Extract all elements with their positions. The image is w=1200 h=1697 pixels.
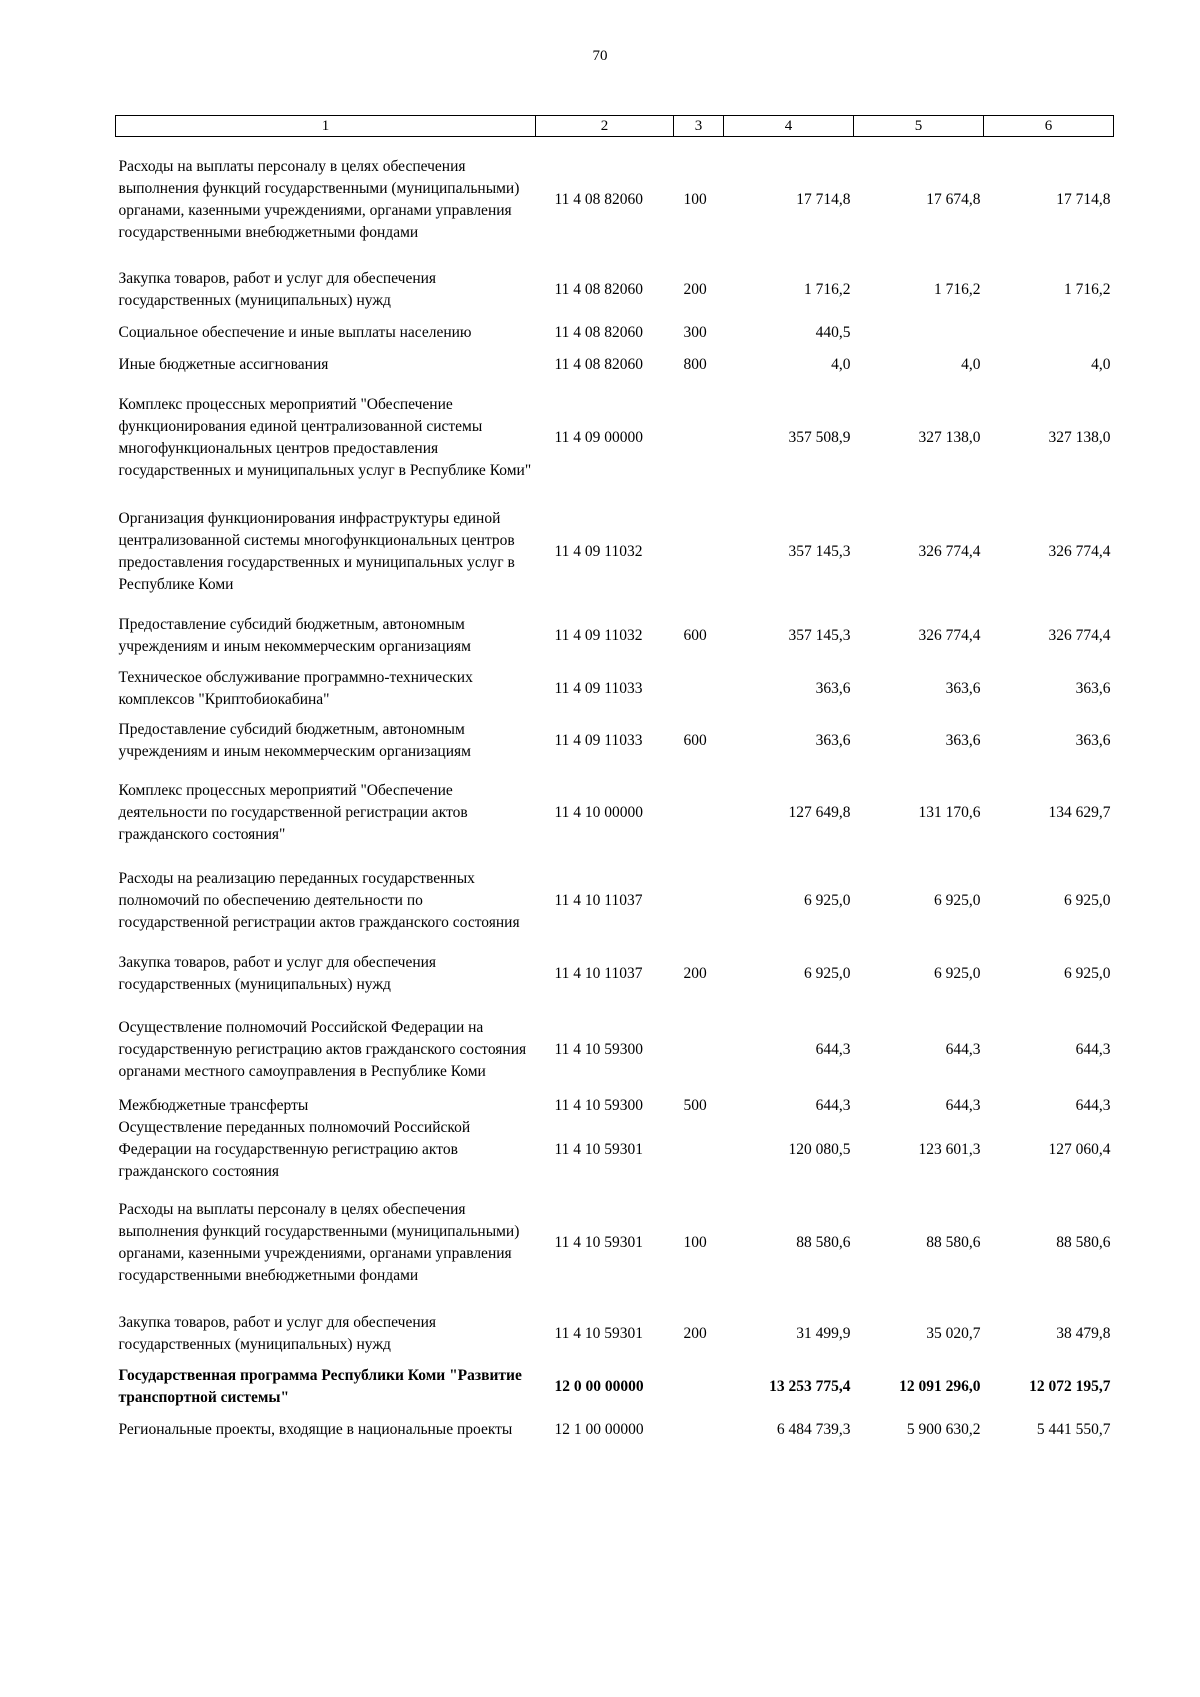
table-row bbox=[116, 349, 1114, 381]
cell-value-5: 35 020,7 bbox=[926, 1324, 981, 1342]
cell-value-4: 17 714,8 bbox=[796, 190, 851, 208]
cell-expense-type: 100 bbox=[683, 190, 707, 208]
cell-value-5: 6 925,0 bbox=[934, 891, 981, 909]
cell-value-4: 6 925,0 bbox=[804, 891, 851, 909]
cell-value-6: 38 479,8 bbox=[1056, 1324, 1111, 1342]
cell-code: 11 4 09 11033 bbox=[554, 731, 643, 749]
cell-name: Государственная программа Республики Коми "Развитие транспортной системы" bbox=[118, 1366, 522, 1406]
table-row bbox=[116, 767, 1114, 859]
cell-value-4: 4,0 bbox=[831, 355, 851, 373]
cell-value-5: 644,3 bbox=[945, 1040, 981, 1058]
cell-value-5: 17 674,8 bbox=[926, 190, 981, 208]
cell-name: Расходы на реализацию переданных государственных полномочий по обеспечению деятельности по государственной регистрации актов гражданского состояния bbox=[118, 869, 520, 931]
table-row bbox=[116, 137, 1114, 263]
cell-value-4: 363,6 bbox=[815, 679, 851, 697]
cell-name: Социальное обеспечение и иные выплаты населению bbox=[118, 323, 472, 341]
cell-expense-type: 200 bbox=[683, 1324, 707, 1342]
table-row bbox=[116, 943, 1114, 1005]
table-row bbox=[116, 1303, 1114, 1365]
cell-name: Предоставление субсидий бюджетным, автономным учреждениям и иным некоммерческим организациям bbox=[118, 615, 471, 655]
cell-expense-type bbox=[674, 767, 724, 859]
cell-name: Организация функционирования инфраструктуры единой централизованной системы многофункциональных центров предоставления государственных и муниципальных услуг в Республике Коми bbox=[118, 509, 515, 593]
cell-expense-type: 600 bbox=[683, 731, 707, 749]
cell-name: Предоставление субсидий бюджетным, автономным учреждениям и иным некоммерческим организациям bbox=[118, 720, 471, 760]
cell-value-4: 644,3 bbox=[815, 1040, 851, 1058]
cell-value-5: 123 601,3 bbox=[918, 1140, 981, 1158]
table-row bbox=[116, 859, 1114, 943]
cell-value-4: 6 925,0 bbox=[804, 964, 851, 982]
cell-name: Техническое обслуживание программно-технических комплексов "Криптобиокабина" bbox=[118, 668, 473, 708]
cell-value-6: 17 714,8 bbox=[1056, 190, 1111, 208]
cell-name: Закупка товаров, работ и услуг для обеспечения государственных (муниципальных) нужд bbox=[118, 953, 437, 993]
cell-value-6: 5 441 550,7 bbox=[1036, 1420, 1111, 1438]
header-col-4: 4 bbox=[724, 116, 854, 137]
cell-code: 11 4 10 59300 bbox=[554, 1040, 644, 1058]
cell-value-4: 357 145,3 bbox=[788, 626, 851, 644]
cell-name: Закупка товаров, работ и услуг для обеспечения государственных (муниципальных) нужд bbox=[118, 1313, 437, 1353]
cell-code: 11 4 10 59301 bbox=[554, 1233, 644, 1251]
table-row bbox=[116, 715, 1114, 767]
table-row bbox=[116, 1183, 1114, 1303]
cell-name: Осуществление полномочий Российской Федерации на государственную регистрацию актов гражданского состояния органами местного самоуправления в Республике Коми bbox=[118, 1018, 527, 1080]
cell-code: 11 4 09 00000 bbox=[554, 428, 644, 446]
budget-table bbox=[115, 115, 1114, 1451]
cell-value-4: 644,3 bbox=[815, 1096, 851, 1114]
cell-expense-type bbox=[674, 859, 724, 943]
header-col-5: 5 bbox=[854, 116, 984, 137]
table-row bbox=[116, 1005, 1114, 1095]
cell-name: Иные бюджетные ассигнования bbox=[118, 355, 329, 373]
cell-value-5: 1 716,2 bbox=[934, 280, 981, 298]
cell-code: 11 4 10 00000 bbox=[554, 803, 644, 821]
cell-expense-type: 300 bbox=[683, 323, 707, 341]
cell-value-5: 326 774,4 bbox=[918, 542, 981, 560]
cell-code: 11 4 10 59301 bbox=[554, 1324, 644, 1342]
cell-expense-type bbox=[674, 1117, 724, 1183]
header-col-2: 2 bbox=[536, 116, 674, 137]
table-row bbox=[116, 381, 1114, 495]
cell-name: Расходы на выплаты персоналу в целях обеспечения выполнения функций государственными (муниципальными) органами, казенными учреждениями, органами управления государственными внебюджетными фондами bbox=[118, 157, 520, 241]
header-col-6: 6 bbox=[984, 116, 1114, 137]
cell-value-4: 357 508,9 bbox=[788, 428, 851, 446]
cell-expense-type: 600 bbox=[683, 626, 707, 644]
table-row bbox=[116, 1365, 1114, 1409]
cell-name: Межбюджетные трансферты bbox=[118, 1096, 309, 1114]
table-row bbox=[116, 609, 1114, 663]
cell-value-6: 363,6 bbox=[1075, 679, 1111, 697]
table-row bbox=[116, 1117, 1114, 1183]
cell-expense-type: 800 bbox=[683, 355, 707, 373]
cell-value-5: 5 900 630,2 bbox=[906, 1420, 981, 1438]
cell-value-5: 12 091 296,0 bbox=[899, 1377, 981, 1395]
cell-value-5: 4,0 bbox=[961, 355, 981, 373]
cell-value-6: 644,3 bbox=[1075, 1096, 1111, 1114]
cell-value-4: 357 145,3 bbox=[788, 542, 851, 560]
cell-code: 11 4 08 82060 bbox=[554, 355, 644, 373]
cell-expense-type bbox=[674, 1365, 724, 1409]
table-row bbox=[116, 495, 1114, 609]
cell-value-6: 12 072 195,7 bbox=[1029, 1377, 1111, 1395]
cell-expense-type bbox=[674, 1409, 724, 1451]
cell-expense-type: 500 bbox=[683, 1096, 707, 1114]
cell-value-5: 88 580,6 bbox=[926, 1233, 981, 1251]
cell-name: Закупка товаров, работ и услуг для обеспечения государственных (муниципальных) нужд bbox=[118, 269, 437, 309]
header-col-1: 1 bbox=[116, 116, 536, 137]
cell-value-6: 327 138,0 bbox=[1048, 428, 1111, 446]
cell-value-5: 326 774,4 bbox=[918, 626, 981, 644]
cell-value-4: 31 499,9 bbox=[796, 1324, 851, 1342]
cell-code: 12 0 00 00000 bbox=[554, 1377, 644, 1395]
cell-value-6: 6 925,0 bbox=[1064, 891, 1111, 909]
cell-value-6: 1 716,2 bbox=[1064, 280, 1111, 298]
cell-expense-type: 100 bbox=[683, 1233, 707, 1251]
cell-value-4: 88 580,6 bbox=[796, 1233, 851, 1251]
cell-expense-type bbox=[674, 381, 724, 495]
cell-name: Расходы на выплаты персоналу в целях обеспечения выполнения функций государственными (муниципальными) органами, казенными учреждениями, органами управления государственными внебюджетными фондами bbox=[118, 1200, 520, 1284]
cell-expense-type: 200 bbox=[683, 280, 707, 298]
table-row bbox=[116, 317, 1114, 349]
cell-expense-type: 200 bbox=[683, 964, 707, 982]
cell-name: Осуществление переданных полномочий Российской Федерации на государственную регистрацию актов гражданского состояния bbox=[118, 1118, 471, 1180]
cell-code: 11 4 10 59301 bbox=[554, 1140, 644, 1158]
cell-code: 11 4 09 11033 bbox=[554, 679, 643, 697]
cell-value-6: 127 060,4 bbox=[1048, 1140, 1111, 1158]
cell-value-5: 644,3 bbox=[945, 1096, 981, 1114]
table-row bbox=[116, 1409, 1114, 1451]
cell-value-5: 6 925,0 bbox=[934, 964, 981, 982]
cell-value-4: 1 716,2 bbox=[804, 280, 851, 298]
cell-value-4: 6 484 739,3 bbox=[776, 1420, 851, 1438]
table-header-row bbox=[116, 116, 1114, 137]
cell-value-6: 644,3 bbox=[1075, 1040, 1111, 1058]
table-row bbox=[116, 263, 1114, 317]
cell-value-6 bbox=[984, 317, 1114, 349]
cell-name: Региональные проекты, входящие в национальные проекты bbox=[118, 1420, 513, 1438]
cell-value-5: 363,6 bbox=[945, 731, 981, 749]
cell-value-6: 363,6 bbox=[1075, 731, 1111, 749]
cell-value-6: 4,0 bbox=[1091, 355, 1111, 373]
cell-value-4: 13 253 775,4 bbox=[769, 1377, 851, 1395]
cell-code: 11 4 10 59300 bbox=[554, 1096, 644, 1114]
cell-value-5: 363,6 bbox=[945, 679, 981, 697]
cell-code: 11 4 08 82060 bbox=[554, 323, 644, 341]
cell-value-5 bbox=[854, 317, 984, 349]
cell-value-4: 440,5 bbox=[815, 323, 851, 341]
cell-value-6: 88 580,6 bbox=[1056, 1233, 1111, 1251]
cell-value-4: 127 649,8 bbox=[788, 803, 851, 821]
cell-code: 11 4 08 82060 bbox=[554, 190, 644, 208]
cell-code: 11 4 08 82060 bbox=[554, 280, 644, 298]
cell-value-6: 134 629,7 bbox=[1048, 803, 1111, 821]
table-body bbox=[116, 137, 1114, 1451]
cell-expense-type bbox=[674, 495, 724, 609]
table-row bbox=[116, 663, 1114, 715]
page-number: 70 bbox=[592, 48, 608, 64]
cell-code: 12 1 00 00000 bbox=[554, 1420, 644, 1438]
cell-name: Комплекс процессных мероприятий "Обеспечение деятельности по государственной регистрации актов гражданского состояния" bbox=[118, 781, 468, 843]
cell-code: 11 4 09 11032 bbox=[554, 626, 643, 644]
cell-value-4: 120 080,5 bbox=[788, 1140, 851, 1158]
table-row bbox=[116, 1095, 1114, 1117]
cell-code: 11 4 10 11037 bbox=[554, 891, 643, 909]
cell-value-5: 327 138,0 bbox=[918, 428, 981, 446]
cell-expense-type bbox=[674, 663, 724, 715]
cell-code: 11 4 09 11032 bbox=[554, 542, 643, 560]
cell-value-6: 6 925,0 bbox=[1064, 964, 1111, 982]
header-col-3: 3 bbox=[674, 116, 724, 137]
cell-value-6: 326 774,4 bbox=[1048, 542, 1111, 560]
cell-value-4: 363,6 bbox=[815, 731, 851, 749]
cell-expense-type bbox=[674, 1005, 724, 1095]
cell-name: Комплекс процессных мероприятий "Обеспечение функционирования единой централизованной системы многофункциональных центров предоставления государственных и муниципальных услуг в Республике Коми" bbox=[118, 395, 532, 479]
cell-value-6: 326 774,4 bbox=[1048, 626, 1111, 644]
cell-value-5: 131 170,6 bbox=[918, 803, 981, 821]
cell-code: 11 4 10 11037 bbox=[554, 964, 643, 982]
